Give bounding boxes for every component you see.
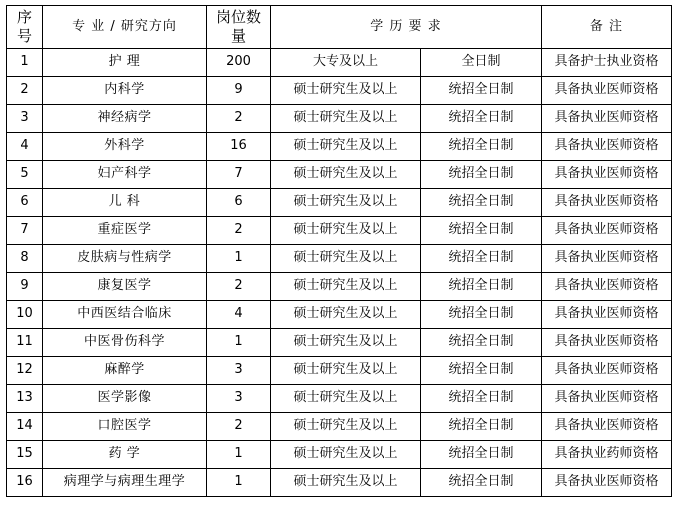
cell-mode: 统招全日制 xyxy=(421,413,542,441)
cell-mode: 统招全日制 xyxy=(421,77,542,105)
cell-seq: 13 xyxy=(7,385,43,413)
cell-count: 9 xyxy=(207,77,271,105)
table-row xyxy=(7,217,672,245)
table-row xyxy=(7,357,672,385)
table-row xyxy=(7,105,672,133)
cell-major: 皮肤病与性病学 xyxy=(43,245,207,273)
cell-major: 口腔医学 xyxy=(43,413,207,441)
cell-education: 硕士研究生及以上 xyxy=(271,413,421,441)
table-row xyxy=(7,329,672,357)
table-row xyxy=(7,385,672,413)
cell-note: 具备执业药师资格 xyxy=(542,441,672,469)
cell-major: 医学影像 xyxy=(43,385,207,413)
cell-count: 3 xyxy=(207,357,271,385)
table-body xyxy=(7,49,672,497)
cell-education: 硕士研究生及以上 xyxy=(271,441,421,469)
cell-major: 药 学 xyxy=(43,441,207,469)
cell-note: 具备执业医师资格 xyxy=(542,105,672,133)
cell-seq: 9 xyxy=(7,273,43,301)
table-row xyxy=(7,469,672,497)
column-header-major: 专 业 / 研究方向 xyxy=(43,6,207,49)
cell-education: 硕士研究生及以上 xyxy=(271,161,421,189)
cell-mode: 全日制 xyxy=(421,49,542,77)
cell-mode: 统招全日制 xyxy=(421,301,542,329)
cell-mode: 统招全日制 xyxy=(421,329,542,357)
cell-education: 硕士研究生及以上 xyxy=(271,329,421,357)
cell-count: 16 xyxy=(207,133,271,161)
cell-education: 硕士研究生及以上 xyxy=(271,469,421,497)
cell-mode: 统招全日制 xyxy=(421,161,542,189)
column-header-seq xyxy=(7,6,43,49)
cell-note: 具备执业医师资格 xyxy=(542,217,672,245)
cell-major: 外科学 xyxy=(43,133,207,161)
cell-major: 中医骨伤科学 xyxy=(43,329,207,357)
cell-education: 硕士研究生及以上 xyxy=(271,217,421,245)
cell-note: 具备执业医师资格 xyxy=(542,357,672,385)
table-row xyxy=(7,441,672,469)
cell-note: 具备执业医师资格 xyxy=(542,245,672,273)
cell-seq: 3 xyxy=(7,105,43,133)
table-row xyxy=(7,413,672,441)
cell-mode: 统招全日制 xyxy=(421,469,542,497)
table-header xyxy=(7,6,672,49)
cell-count: 1 xyxy=(207,245,271,273)
cell-seq: 6 xyxy=(7,189,43,217)
cell-education: 大专及以上 xyxy=(271,49,421,77)
cell-count: 1 xyxy=(207,441,271,469)
cell-seq: 16 xyxy=(7,469,43,497)
cell-mode: 统招全日制 xyxy=(421,357,542,385)
cell-major: 儿 科 xyxy=(43,189,207,217)
cell-note: 具备执业医师资格 xyxy=(542,133,672,161)
cell-education: 硕士研究生及以上 xyxy=(271,245,421,273)
cell-mode: 统招全日制 xyxy=(421,105,542,133)
cell-education: 硕士研究生及以上 xyxy=(271,105,421,133)
cell-count: 2 xyxy=(207,105,271,133)
column-header-note: 备 注 xyxy=(542,6,672,49)
cell-major: 神经病学 xyxy=(43,105,207,133)
table-header-row xyxy=(7,6,672,49)
column-header-count-line2: 量 xyxy=(230,27,246,45)
cell-seq: 2 xyxy=(7,77,43,105)
cell-mode: 统招全日制 xyxy=(421,385,542,413)
column-header-count-line1: 岗位数 xyxy=(215,8,261,27)
table-row xyxy=(7,245,672,273)
cell-major: 护 理 xyxy=(43,49,207,77)
cell-mode: 统招全日制 xyxy=(421,217,542,245)
cell-count: 7 xyxy=(207,161,271,189)
cell-note: 具备执业医师资格 xyxy=(542,77,672,105)
cell-mode: 统招全日制 xyxy=(421,245,542,273)
column-header-education: 学 历 要 求 xyxy=(271,6,542,49)
column-header-count xyxy=(207,6,271,49)
cell-education: 硕士研究生及以上 xyxy=(271,189,421,217)
table-row xyxy=(7,49,672,77)
cell-education: 硕士研究生及以上 xyxy=(271,77,421,105)
cell-major: 病理学与病理生理学 xyxy=(43,469,207,497)
cell-count: 4 xyxy=(207,301,271,329)
table-row xyxy=(7,161,672,189)
cell-education: 硕士研究生及以上 xyxy=(271,133,421,161)
cell-note: 具备护士执业资格 xyxy=(542,49,672,77)
table-row xyxy=(7,133,672,161)
cell-seq: 8 xyxy=(7,245,43,273)
cell-seq: 14 xyxy=(7,413,43,441)
cell-education: 硕士研究生及以上 xyxy=(271,273,421,301)
cell-note: 具备执业医师资格 xyxy=(542,469,672,497)
table-row xyxy=(7,189,672,217)
cell-count: 3 xyxy=(207,385,271,413)
cell-seq: 4 xyxy=(7,133,43,161)
cell-major: 内科学 xyxy=(43,77,207,105)
cell-mode: 统招全日制 xyxy=(421,441,542,469)
table-row xyxy=(7,273,672,301)
cell-count: 6 xyxy=(207,189,271,217)
cell-seq: 7 xyxy=(7,217,43,245)
cell-count: 2 xyxy=(207,217,271,245)
column-header-seq-line2: 号 xyxy=(16,27,32,45)
cell-note: 具备执业医师资格 xyxy=(542,273,672,301)
cell-note: 具备执业医师资格 xyxy=(542,385,672,413)
cell-count: 1 xyxy=(207,469,271,497)
cell-seq: 12 xyxy=(7,357,43,385)
column-header-seq-line1: 序 xyxy=(16,8,32,27)
cell-seq: 1 xyxy=(7,49,43,77)
cell-mode: 统招全日制 xyxy=(421,133,542,161)
cell-note: 具备执业医师资格 xyxy=(542,329,672,357)
cell-count: 200 xyxy=(207,49,271,77)
cell-count: 2 xyxy=(207,413,271,441)
cell-major: 康复医学 xyxy=(43,273,207,301)
cell-seq: 10 xyxy=(7,301,43,329)
recruitment-table xyxy=(6,5,672,497)
cell-note: 具备执业医师资格 xyxy=(542,413,672,441)
cell-count: 1 xyxy=(207,329,271,357)
cell-count: 2 xyxy=(207,273,271,301)
cell-major: 重症医学 xyxy=(43,217,207,245)
cell-mode: 统招全日制 xyxy=(421,273,542,301)
cell-major: 妇产科学 xyxy=(43,161,207,189)
cell-seq: 5 xyxy=(7,161,43,189)
cell-major: 中西医结合临床 xyxy=(43,301,207,329)
cell-seq: 11 xyxy=(7,329,43,357)
cell-mode: 统招全日制 xyxy=(421,189,542,217)
cell-education: 硕士研究生及以上 xyxy=(271,385,421,413)
cell-education: 硕士研究生及以上 xyxy=(271,301,421,329)
cell-note: 具备执业医师资格 xyxy=(542,161,672,189)
cell-education: 硕士研究生及以上 xyxy=(271,357,421,385)
cell-seq: 15 xyxy=(7,441,43,469)
cell-major: 麻醉学 xyxy=(43,357,207,385)
table-row xyxy=(7,301,672,329)
cell-note: 具备执业医师资格 xyxy=(542,301,672,329)
cell-note: 具备执业医师资格 xyxy=(542,189,672,217)
table-row xyxy=(7,77,672,105)
